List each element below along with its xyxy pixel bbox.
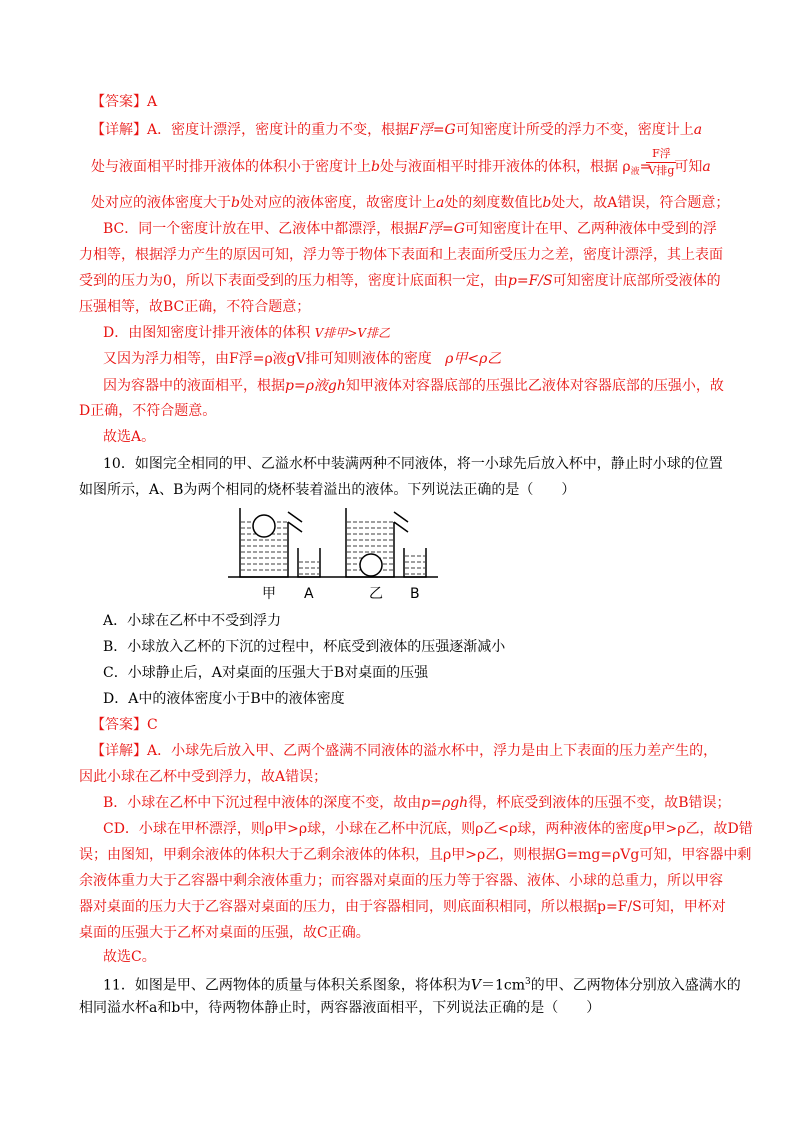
formula: F浮=ρ液gV排 <box>229 351 320 367</box>
q10-cd-line-5: 桌面的压强大于乙杯对桌面的压强，故C正确。 <box>79 925 370 941</box>
var: a <box>693 122 703 138</box>
text: 处对应的液体密度，故密度计上 <box>239 195 436 211</box>
q10-option-b: B．小球放入乙杯的下沉的过程中，杯底受到液体的压强逐渐减小 <box>103 639 506 655</box>
q9-bc-line-2: 力相等，根据浮力产生的原因可知，浮力等于物体下表面和上表面所受压力之差，密度计漂浮，其上表面 <box>79 247 723 263</box>
text: B．小球在乙杯中下沉过程中液体的深度不变，故由 <box>103 795 422 811</box>
text: 处的刻度数值比 <box>444 195 543 211</box>
formula: V排甲>V排乙 <box>314 326 391 340</box>
var: V <box>470 977 481 994</box>
text: A．密度计漂浮，密度计的重力不变，根据 <box>147 122 410 138</box>
q10-answer <box>91 715 158 735</box>
formula: F浮=G <box>409 122 456 138</box>
q9-d-line-1 <box>103 323 390 343</box>
beaker-b <box>404 548 426 577</box>
superscript: 3 <box>524 977 531 987</box>
text: 的甲、乙两物体分别放入盛满水的 <box>530 977 741 994</box>
text: 可知密度计底部所受液体的 <box>552 273 721 289</box>
eq: = <box>639 159 652 175</box>
var: b <box>371 159 380 175</box>
spout-yi-lower <box>394 522 408 532</box>
q10-b-line <box>103 793 731 813</box>
ball-floating <box>253 515 275 537</box>
q10-cd-line-4: 器对桌面的压力大于乙容器对桌面的压力，由于容器相同，则底面积相同，所以根据p=F/S可知，甲杯对 <box>79 899 726 915</box>
q11-stem-line-2: 相同溢水杯a和b中，待两物体静止时，两容器液面相平，下列说法正确的是（ ） <box>79 1000 601 1016</box>
text: 11．如图是甲、乙两物体的质量与体积关系图象，将体积为 <box>103 977 471 994</box>
text: A．小球先后放入甲、乙两个盛满不同液体的溢水杯中，浮力是由上下表面的压力差产生的， <box>147 743 718 759</box>
beaker-a <box>298 548 320 577</box>
q10-cd-line-3: 余液体重力大于乙容器中剩余液体重力；而容器对桌面的压力等于容器、液体、小球的总重力，所以甲容 <box>79 873 723 889</box>
q9-d-line-2 <box>103 349 501 369</box>
label-jia: 甲 <box>262 586 276 602</box>
text: 处与液面相平时排开液体的体积，根据 <box>379 159 618 175</box>
formula: ρ甲<ρ乙 <box>445 351 502 367</box>
label-yi: 乙 <box>369 586 383 602</box>
q10-option-a: A．小球在乙杯中不受到浮力 <box>103 613 282 629</box>
q9-bc-line-3 <box>79 271 721 291</box>
q10-choose: 故选C。 <box>103 949 156 965</box>
text: 受到的压力为0，所以下表面受到的压力相等，密度计底面积一定，由 <box>79 273 508 289</box>
q10-detail-line-1 <box>91 741 717 761</box>
var: b <box>231 195 240 211</box>
value: ＝1cm <box>480 977 525 994</box>
text: 处对应的液体密度大于 <box>91 195 231 211</box>
answer-label: 【答案】 <box>91 717 147 733</box>
text: 知甲液体对容器底部的压强比乙液体对容器底部的压强小，故 <box>345 378 724 394</box>
text: 可知则液体的密度 <box>319 351 432 367</box>
q9-bc-line-4: 压强相等，故BC正确，不符合题意； <box>79 299 311 315</box>
text: 又因为浮力相等，由 <box>103 351 229 367</box>
q10-figure <box>228 500 444 604</box>
fraction <box>646 147 676 178</box>
text: 处与液面相平时排开液体的体积小于密度计上 <box>91 159 371 175</box>
q10-stem-line-2: 如图所示，A、B为两个相同的烧杯装着溢出的液体。下列说法正确的是（ ） <box>79 482 576 498</box>
q11-stem-line-1 <box>103 972 741 996</box>
rho-sub: 液 <box>630 167 640 177</box>
spout-jia-lower <box>288 522 302 532</box>
formula: F浮=G <box>418 221 465 237</box>
q9-detail-line-1 <box>91 120 702 140</box>
label-b: B <box>410 586 420 602</box>
denominator: V排g <box>648 164 675 177</box>
formula: p=F/S <box>507 273 553 289</box>
q10-cd-line-2: 误；由图知，甲剩余液体的体积大于乙剩余液体的体积，且ρ甲>ρ乙，则根据G=mg=ρVg可知，甲容器中剩 <box>79 847 752 863</box>
ball-sunk <box>360 554 382 576</box>
text: 可知 <box>674 159 703 175</box>
detail-label: 【详解】 <box>91 122 147 138</box>
text: 得，杯底受到液体的压强不变，故B错误； <box>468 795 731 811</box>
formula: p=ρ液gh <box>285 378 346 394</box>
q9-detail-line-3 <box>91 193 729 213</box>
q10-cd-line-1: CD．小球在甲杯漂浮，则ρ甲>ρ球，小球在乙杯中沉底，则ρ乙<ρ球，两种液体的密度ρ甲>ρ乙，故D错 <box>103 821 753 837</box>
var: a <box>702 159 711 175</box>
formula: p=ρgh <box>421 795 469 811</box>
answer-value: A <box>147 94 158 110</box>
spout-yi-upper <box>394 512 408 522</box>
rho: ρ <box>622 159 631 175</box>
q9-bc-line-1 <box>103 219 717 239</box>
label-a: A <box>304 586 314 602</box>
text: 处大，故A错误，符合题意； <box>551 195 730 211</box>
var: a <box>435 195 445 211</box>
answer-label: 【答案】 <box>91 94 147 110</box>
text: 可知密度计所受的浮力不变，密度计上 <box>455 122 694 138</box>
text: BC．同一个密度计放在甲、乙液体中都漂浮，根据 <box>103 221 419 237</box>
spout-jia-upper <box>288 512 302 522</box>
q9-detail-line-2 <box>91 147 711 177</box>
density-formula <box>622 147 675 177</box>
q9-answer <box>91 92 157 112</box>
q10-stem-line-1: 10．如图完全相同的甲、乙溢水杯中装满两种不同液体，将一小球先后放入杯中，静止时小球的位置 <box>103 456 723 472</box>
text: 因为容器中的液面相平，根据 <box>103 378 285 394</box>
q9-choose: 故选A。 <box>103 429 156 445</box>
q9-d-line-4: D正确，不符合题意。 <box>79 403 217 419</box>
numerator: F浮 <box>652 147 671 160</box>
q9-d-line-3 <box>103 376 724 396</box>
q10-detail-line-2: 因此小球在乙杯中受到浮力，故A错误； <box>79 769 328 785</box>
q10-option-c: C．小球静止后，A对桌面的压强大于B对桌面的压强 <box>103 665 429 681</box>
q10-option-d: D．A中的液体密度小于B中的液体密度 <box>103 691 345 707</box>
detail-label: 【详解】 <box>91 743 147 759</box>
text: D．由图知密度计排开液体的体积 <box>103 325 311 341</box>
var: b <box>542 195 552 211</box>
answer-value: C <box>147 717 158 733</box>
text: 可知密度计在甲、乙两种液体中受到的浮 <box>464 221 717 237</box>
